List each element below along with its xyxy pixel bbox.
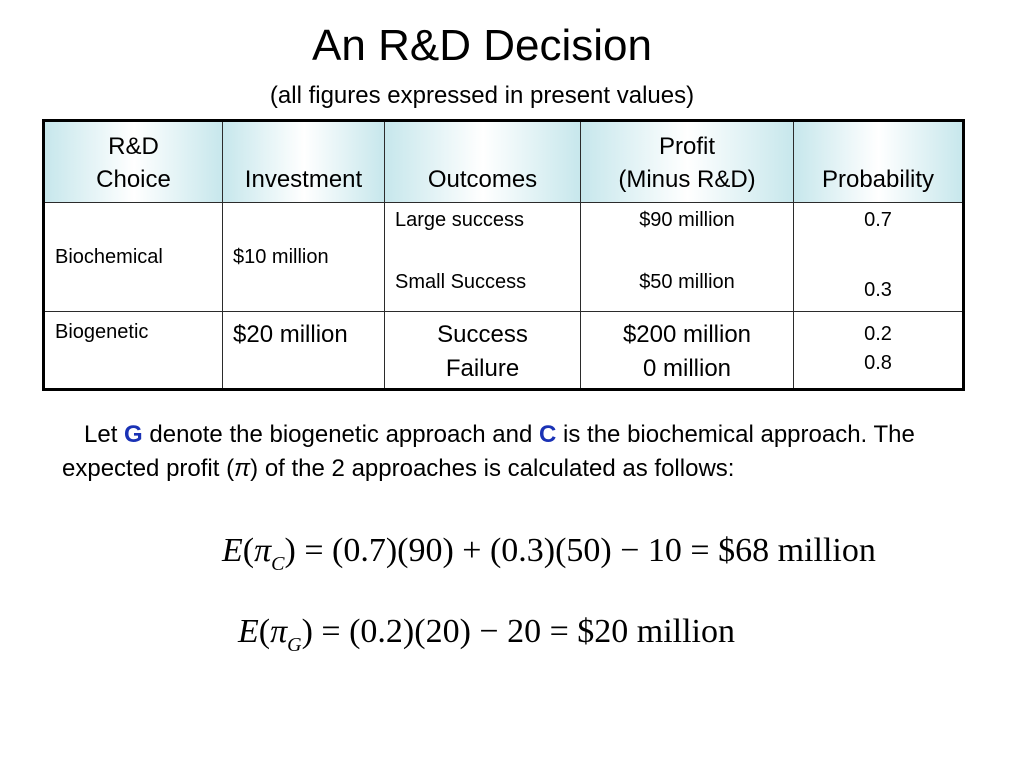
cell-choice: Biogenetic [44, 312, 223, 390]
cell-outcomes [385, 203, 581, 312]
header-outcomes: Outcomes [385, 121, 581, 203]
explanation-paragraph: Let G denote the biogenetic approach and C is the biochemical approach. The expected profit (π) of the 2 approaches is calculated as follows: [62, 421, 915, 482]
cell-probabilities [794, 312, 964, 390]
pi-symbol: π [234, 455, 251, 482]
profit-item: $200 million [622, 321, 752, 348]
probability-item: 0.7 [864, 209, 892, 231]
equation-biochemical: $E(\pi_C) = (0.7)(90) + (0.3)(50) - 10$ = $68 million [222, 532, 876, 575]
cell-investment: $10 million [223, 203, 385, 312]
cell-profits [581, 312, 794, 390]
cell-profits [581, 203, 794, 312]
outcome-item: Small Success [395, 271, 527, 293]
header-rd-choice: R&D Choice [44, 121, 223, 203]
cell-outcomes [385, 312, 581, 390]
header-investment: Investment [223, 121, 385, 203]
c-symbol: C [539, 421, 557, 448]
profit-item: 0 million [642, 355, 732, 382]
cell-choice: Biochemical [44, 203, 223, 312]
slide-subtitle: (all figures expressed in present values) [269, 82, 695, 109]
probability-item: 0.3 [864, 279, 892, 301]
probability-item: 0.2 [864, 323, 892, 345]
outcome-item: Failure [445, 355, 520, 382]
outcome-item: Success [437, 321, 528, 348]
table-row-biochemical [44, 203, 964, 312]
g-symbol: G [124, 421, 143, 448]
profit-item: $90 million [639, 209, 735, 231]
table-header-row [44, 121, 964, 203]
rd-decision-table [42, 119, 965, 391]
header-probability: Probability [794, 121, 964, 203]
profit-item: $50 million [639, 271, 735, 293]
outcome-item: Large success [395, 209, 524, 231]
table-row-biogenetic [44, 312, 964, 390]
header-profit: Profit (Minus R&D) [581, 121, 794, 203]
equation-biogenetic: $E(\pi_G) = (0.2)(20) - 20$ = $20 million [238, 613, 735, 656]
cell-investment: $20 million [223, 312, 385, 390]
slide-title: An R&D Decision [312, 21, 652, 70]
probability-item: 0.8 [864, 352, 892, 374]
cell-probabilities [794, 203, 964, 312]
